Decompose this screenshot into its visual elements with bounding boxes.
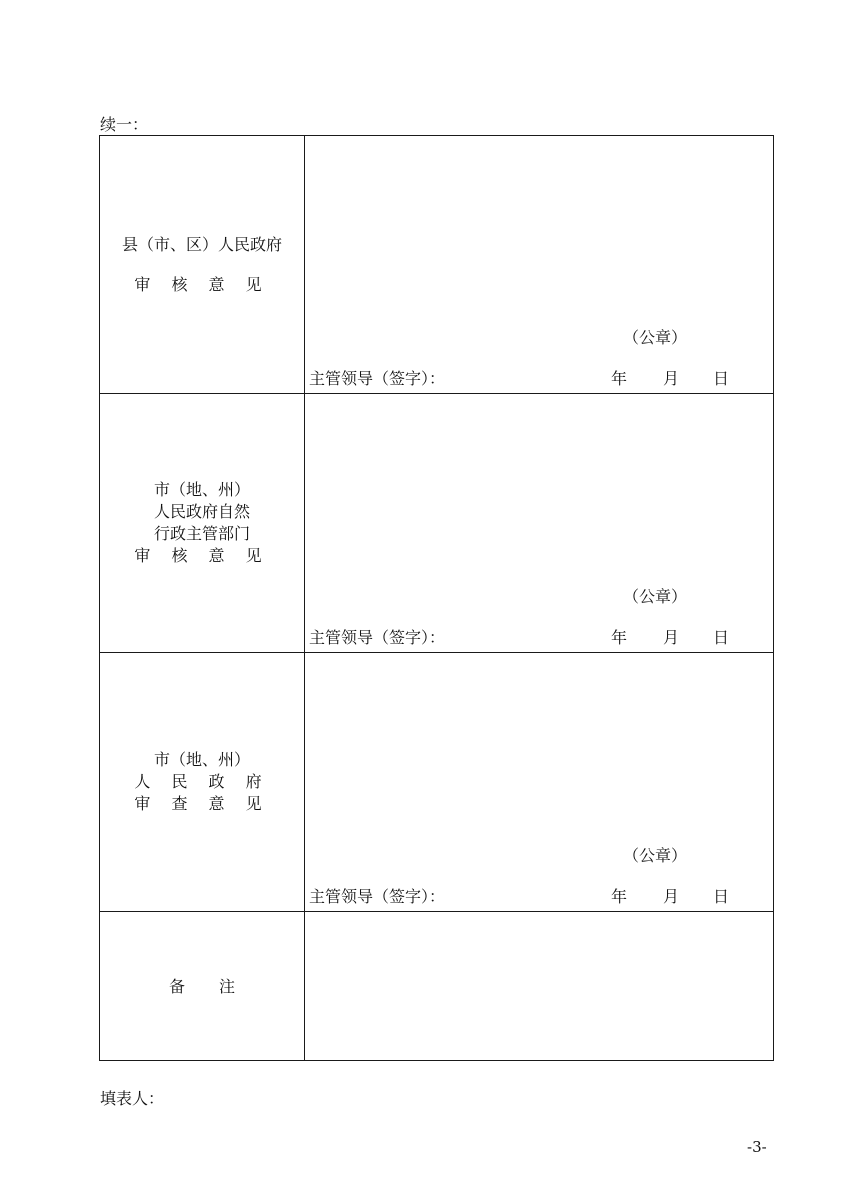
supervisor-signature-label: 主管领导（签字）： bbox=[309, 627, 446, 647]
label-line: 市（地、州） bbox=[153, 749, 250, 769]
supervisor-signature-label: 主管领导（签字）： bbox=[309, 886, 446, 906]
remarks-label-text bbox=[169, 977, 235, 996]
date-month-label: 月 bbox=[663, 369, 680, 389]
form-filler-label: 填表人： bbox=[100, 1089, 165, 1108]
label-line: 审 核 意 见 bbox=[134, 545, 270, 565]
remarks-content[interactable] bbox=[305, 911, 774, 1060]
page-number: -3- bbox=[747, 1138, 767, 1156]
date-day-label: 日 bbox=[713, 369, 730, 389]
date-year-label: 年 bbox=[611, 627, 628, 647]
signature-date-row bbox=[309, 625, 769, 645]
label-line: 人 民 政 府 bbox=[134, 771, 270, 791]
official-seal-label: （公章） bbox=[623, 328, 688, 348]
review-form-table bbox=[99, 135, 774, 1061]
remarks-label bbox=[100, 911, 305, 1060]
official-seal-label: （公章） bbox=[623, 586, 688, 606]
official-seal-label: （公章） bbox=[623, 845, 688, 865]
city-government-review-content[interactable] bbox=[305, 652, 774, 911]
label-line: 人民政府自然 bbox=[153, 501, 250, 521]
supervisor-signature-label: 主管领导（签字）： bbox=[309, 369, 446, 389]
city-government-review-label bbox=[100, 652, 305, 911]
label-line: 审 核 意 见 bbox=[134, 274, 270, 294]
date-year-label: 年 bbox=[611, 886, 628, 906]
label-line: 县（市、区）人民政府 bbox=[121, 234, 282, 254]
remarks-row bbox=[100, 911, 774, 1060]
date-year-label: 年 bbox=[611, 369, 628, 389]
natural-resources-department-review-row bbox=[100, 394, 774, 652]
city-government-review-row bbox=[100, 652, 774, 911]
label-line: 市（地、州） bbox=[153, 479, 250, 499]
county-government-review-row bbox=[100, 136, 774, 394]
signature-date-row bbox=[309, 366, 769, 389]
label-line: 审 查 意 见 bbox=[134, 793, 270, 813]
natural-resources-department-review-label bbox=[100, 394, 305, 652]
date-day-label: 日 bbox=[713, 886, 730, 906]
remarks-label-char-2: 注 bbox=[219, 977, 236, 997]
continuation-header: 续一： bbox=[100, 115, 149, 134]
county-government-review-label bbox=[100, 136, 305, 394]
date-day-label: 日 bbox=[713, 627, 730, 647]
signature-date-row bbox=[309, 884, 769, 904]
label-line: 行政主管部门 bbox=[153, 523, 250, 543]
date-month-label: 月 bbox=[663, 886, 680, 906]
remarks-label-char-1: 备 bbox=[168, 977, 185, 997]
county-government-review-content[interactable] bbox=[305, 136, 774, 394]
date-month-label: 月 bbox=[663, 627, 680, 647]
natural-resources-department-review-content[interactable] bbox=[305, 394, 774, 652]
